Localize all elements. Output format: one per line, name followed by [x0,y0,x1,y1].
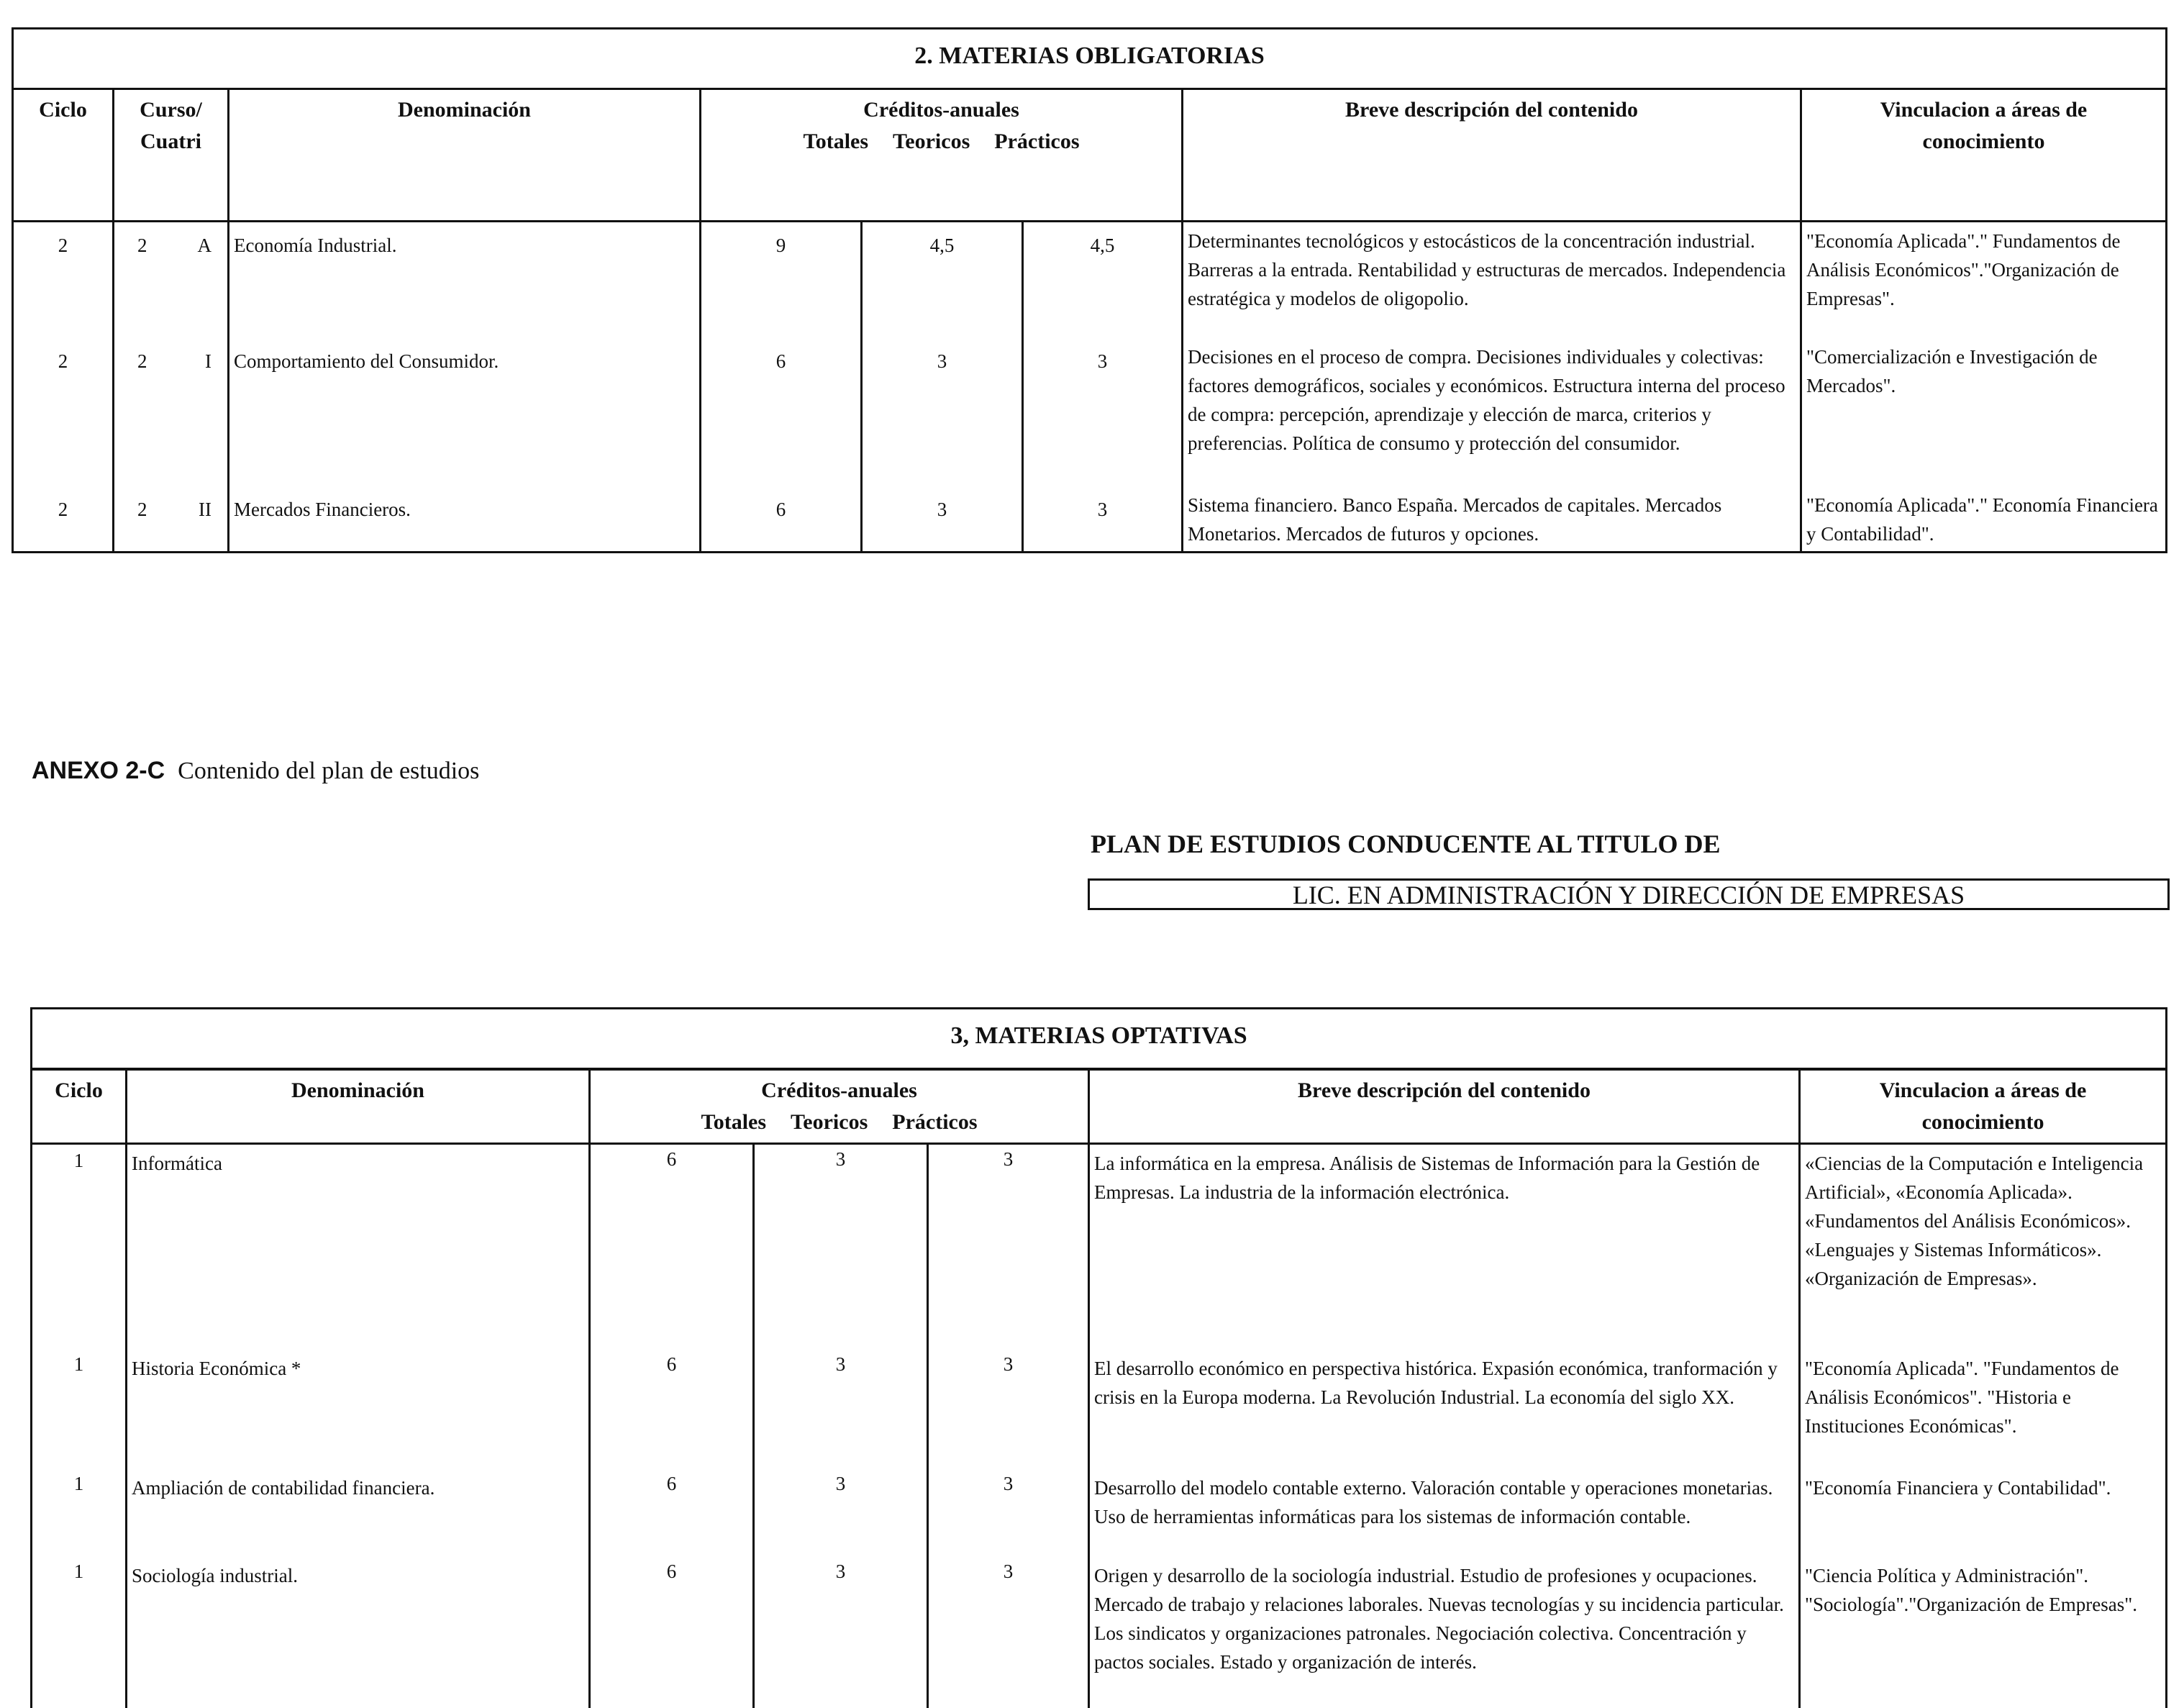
col-creditos-header: Créditos-anuales Totales Teoricos Prácticos [590,1069,1089,1144]
table-row [32,1557,2167,1708]
totales-cell: 6 [590,1469,754,1557]
vinculacion-cell: "Comercialización e Investigación de Mercados". [1801,338,2167,486]
practicos-cell: 3 [928,1350,1089,1469]
curso-cell: 2 A [114,222,229,338]
totales-cell: 6 [701,338,862,486]
denominacion-cell: Ampliación de contabilidad financiera. [127,1469,590,1557]
practicos-cell: 3 [928,1469,1089,1557]
teoricos-cell: 3 [754,1350,928,1469]
table-row [32,1350,2167,1469]
ciclo-cell: 2 [13,486,114,553]
denominacion-cell: Mercados Financieros. [229,486,701,553]
vinculacion-cell: "Economía Aplicada"." Economía Financiera y Contabilidad". [1801,486,2167,553]
col-totales-header: Totales [701,1109,767,1134]
col-denominacion-header: Denominación [229,89,701,222]
denominacion-cell: Sociología industrial. [127,1557,590,1708]
teoricos-cell: 3 [862,486,1023,553]
table-row [13,486,2167,553]
obligatorias-table [12,27,2167,553]
col-teoricos-header: Teoricos [791,1109,868,1134]
ciclo-cell: 1 [32,1144,127,1350]
teoricos-cell: 3 [862,338,1023,486]
practicos-cell: 3 [928,1144,1089,1350]
anexo-label: ANEXO 2-C [32,757,165,784]
descripcion-cell: El desarrollo económico en perspectiva histórica. Expasión económica, tranformación y crisis en la Europa moderna. La Revolución Industrial. La economía del siglo XX. [1089,1350,1800,1469]
vinculacion-cell: "Economía Financiera y Contabilidad". [1800,1469,2167,1557]
titulo-box: LIC. EN ADMINISTRACIÓN Y DIRECCIÓN DE EMPRESAS [1088,878,2170,910]
vinculacion-cell: "Ciencia Política y Administración". "Sociología"."Organización de Empresas". [1800,1557,2167,1708]
practicos-cell: 3 [928,1557,1089,1708]
col-practicos-header: Prácticos [994,130,1080,153]
totales-cell: 6 [590,1350,754,1469]
denominacion-cell: Comportamiento del Consumidor. [229,338,701,486]
col-totales-header: Totales [803,130,869,153]
denominacion-cell: Historia Económica * [127,1350,590,1469]
plan-title: PLAN DE ESTUDIOS CONDUCENTE AL TITULO DE [1091,830,1721,858]
anexo-heading [32,757,479,785]
practicos-cell: 4,5 [1023,222,1183,338]
practicos-cell: 3 [1023,486,1183,553]
curso-cell: 2 I [114,338,229,486]
col-vinculacion-header: Vinculacion a áreas de conocimiento [1800,1069,2167,1144]
col-curso-header: Curso/ Cuatri [114,89,229,222]
denominacion-cell: Informática [127,1144,590,1350]
col-vinculacion-header: Vinculacion a áreas de conocimiento [1801,89,2167,222]
col-descripcion-header: Breve descripción del contenido [1183,89,1801,222]
table-row [13,338,2167,486]
descripcion-cell: Desarrollo del modelo contable externo. Valoración contable y operaciones monetarias. Uso de herramientas informáticas para los sistemas de información contable. [1089,1469,1800,1557]
ciclo-cell: 1 [32,1557,127,1708]
vinculacion-cell: "Economía Aplicada". "Fundamentos de Análisis Económicos". "Historia e Instituciones Económicas". [1800,1350,2167,1469]
col-ciclo-header: Ciclo [32,1069,127,1144]
col-teoricos-header: Teoricos [893,130,970,153]
ciclo-cell: 2 [13,222,114,338]
descripcion-cell: Determinantes tecnológicos y estocásticos de la concentración industrial. Barreras a la entrada. Rentabilidad y estructuras de mercados. Independencia estratégica y modelos de oligopolio. [1183,222,1801,338]
col-descripcion-header: Breve descripción del contenido [1089,1069,1800,1144]
col-denominacion-header: Denominación [127,1069,590,1144]
teoricos-cell: 3 [754,1469,928,1557]
ciclo-cell: 1 [32,1350,127,1469]
vinculacion-cell: «Ciencias de la Computación e Inteligencia Artificial», «Economía Aplicada». «Fundamentos del Análisis Económicos». «Lenguajes y Sistemas Informáticos». «Organización de Empresas». [1800,1144,2167,1350]
vinculacion-cell: "Economía Aplicada"." Fundamentos de Análisis Económicos"."Organización de Empresas". [1801,222,2167,338]
teoricos-cell: 3 [754,1557,928,1708]
obligatorias-title: 2. MATERIAS OBLIGATORIAS [13,29,2167,89]
teoricos-cell: 3 [754,1144,928,1350]
table-row [13,222,2167,338]
table-row [32,1469,2167,1557]
col-ciclo-header: Ciclo [13,89,114,222]
denominacion-cell: Economía Industrial. [229,222,701,338]
totales-cell: 6 [590,1557,754,1708]
totales-cell: 6 [590,1144,754,1350]
col-practicos-header: Prácticos [892,1109,978,1134]
ciclo-cell: 2 [13,338,114,486]
descripcion-cell: Sistema financiero. Banco España. Mercados de capitales. Mercados Monetarios. Mercados de futuros y opciones. [1183,486,1801,553]
teoricos-cell: 4,5 [862,222,1023,338]
anexo-text: Contenido del plan de estudios [178,758,480,784]
descripcion-cell: Origen y desarrollo de la sociología industrial. Estudio de profesiones y ocupaciones. Mercado de trabajo y relaciones laborales. Nuevas tecnologías y su incidencia particular. Los sindicatos y organizaciones patronales. Negociación colectiva. Concentración y pactos sociales. Estado y organización de interés. [1089,1557,1800,1708]
optativas-table [30,1007,2167,1708]
descripcion-cell: La informática en la empresa. Análisis de Sistemas de Información para la Gestión de Empresas. La industria de la información electrónica. [1089,1144,1800,1350]
totales-cell: 9 [701,222,862,338]
descripcion-cell: Decisiones en el proceso de compra. Decisiones individuales y colectivas: factores demográficos, sociales y económicos. Estructura interna del proceso de compra: percepción, aprendizaje y elección de marca, criterios y preferencias. Política de consumo y protección del consumidor. [1183,338,1801,486]
practicos-cell: 3 [1023,338,1183,486]
totales-cell: 6 [701,486,862,553]
optativas-title: 3, MATERIAS OPTATIVAS [32,1009,2167,1069]
col-creditos-header: Créditos-anuales Totales Teoricos Prácticos [701,89,1183,222]
table-row [32,1144,2167,1350]
ciclo-cell: 1 [32,1469,127,1557]
curso-cell: 2 II [114,486,229,553]
